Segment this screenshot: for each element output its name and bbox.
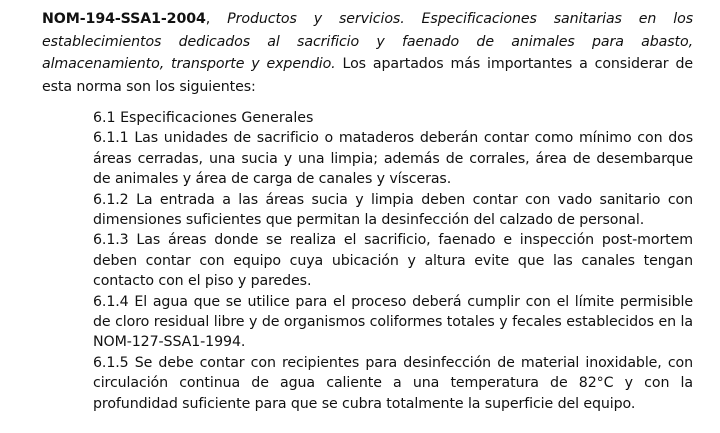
section-item-6-1-1: 6.1.1 Las unidades de sacrificio o mataderos deberán contar como mínimo con dos áreas cerradas, una sucia y una limpia; además de corrales, área de desembarque de animales y área de carga de canales y vísceras. [93,130,693,188]
section-item-6-1-5: 6.1.5 Se debe contar con recipientes para desinfección de material inoxidable, con circulación continua de agua caliente a una temperatura de 82°C y con la profundidad suficiente para que se cubra totalmente la superficie del equipo. [93,354,693,412]
intro-text: Los apartados más importantes a considerar de esta norma son los siguientes: [42,56,694,95]
norm-title: Productos y servicios. Especificaciones sanitarias en los establecimientos dedicados al sacrificio y faenado de animales para abasto, almacenamiento, transporte y expendio. [42,11,693,72]
section-item-6-1-2: 6.1.2 La entrada a las áreas sucia y limpia deben contar con vado sanitario con dimensiones suficientes que permitan la desinfección del calzado de personal. [93,191,693,229]
sections-list [93,108,693,414]
section-item-6-1-4: 6.1.4 El agua que se utilice para el proceso deberá cumplir con el límite permisible de cloro residual libre y de organismos coliformes totales y fecales establecidos en la NOM-127-SSA1-1994. [93,293,693,351]
norm-code: NOM-194-SSA1-2004 [42,11,206,27]
intro-comma: , [205,11,211,27]
section-item-6-1-3: 6.1.3 Las áreas donde se realiza el sacrificio, faenado e inspección post-mortem deben contar con equipo cuya ubicación y altura evite que las canales tengan contacto con el piso y paredes. [93,232,693,290]
intro-paragraph [42,8,693,98]
section-heading: 6.1 Especificaciones Generales [93,110,314,126]
